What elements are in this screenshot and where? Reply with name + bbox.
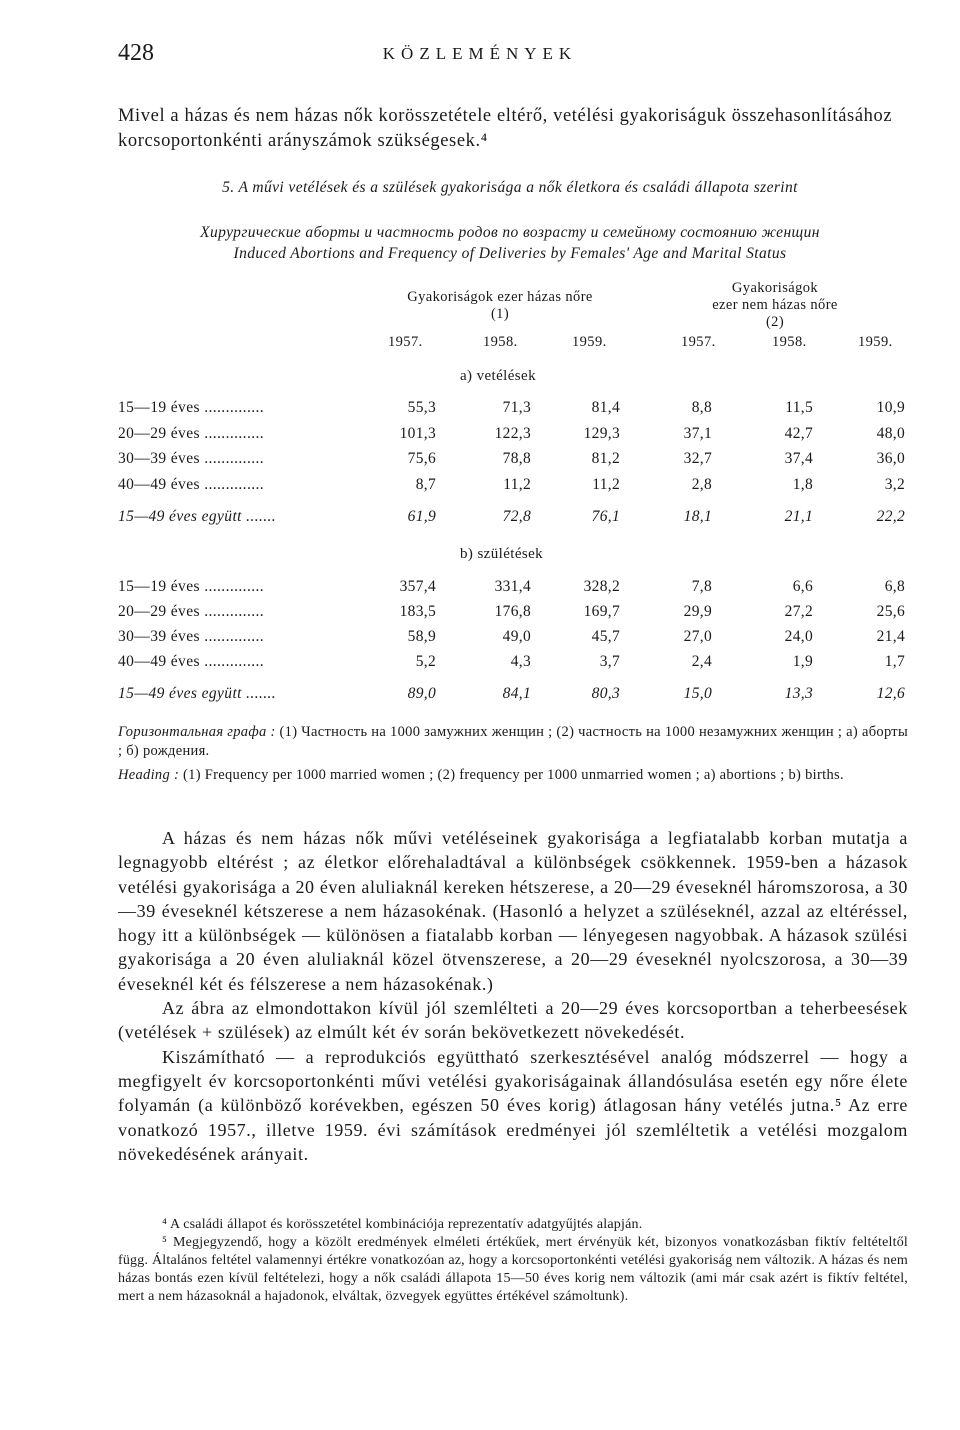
table-cell-total: 76,1 [591,508,620,525]
table-caption-english: Induced Abortions and Frequency of Deliveries by Females' Age and Marital Status [233,245,787,262]
column-group-unmarried-subtitle: ezer nem házas nőre [712,297,838,313]
row-label-total: 15—49 éves együtt ....... [118,508,277,525]
year-header: 1958. [483,334,518,350]
table-cell: 2,8 [691,476,712,493]
column-group-unmarried [640,280,910,331]
table-cell: 8,7 [415,476,436,493]
table-cell: 122,3 [494,425,531,442]
table-cell: 71,3 [502,399,531,416]
row-label: 30—39 éves .............. [118,628,265,645]
table-cell: 81,2 [591,450,620,467]
table-cell: 1,7 [884,653,905,670]
table-cell: 129,3 [583,425,620,442]
table-cell-total: 15,0 [683,685,712,702]
table-note-english [118,766,908,785]
column-group-unmarried-title: Gyakoriságok [731,280,819,296]
table-note-english-lead: Heading : [118,767,180,783]
table-cell: 11,5 [785,399,813,416]
table-cell: 37,1 [683,425,712,442]
table-cell: 25,6 [876,603,905,620]
table-note-russian-lead: Горизонтальная графа : [118,724,276,740]
table-cell-total: 21,1 [784,508,813,525]
table-cell: 4,3 [510,653,531,670]
year-header: 1959. [572,334,607,350]
table-cell: 176,8 [494,603,531,620]
table-cell: 10,9 [876,399,905,416]
table-cell: 49,0 [502,628,531,645]
table-cell: 78,8 [502,450,531,467]
table-cell-total: 18,1 [683,508,712,525]
table-note-english-text: (1) Frequency per 1000 married women ; (2) frequency per 1000 unmarried women ; a) abortions ; b) births. [179,767,844,783]
row-label: 15—19 éves .............. [118,399,265,416]
page-number: 428 [118,40,154,66]
footnote: ⁵ Megjegyzendő, hogy a közölt eredmények elméleti értékűek, mert érvényük két, bizonyos vonatkozásban fiktív feltételtől függ. Általános feltétel valamennyi értékre vonatkozóan az, hogy a korcsoportonkénti vetélési gyakoriság nem változik. A házas és nem házas bontás ezen kívül feltételezi, hogy a nők családi állapota 15—50 éves korig nem változik (ami már csak azért is fiktív feltétel, mert a nem házasoknál a hajadonok, elváltak, özvegyek együttes értékével számoltunk). [118,1235,908,1304]
footnote: ⁴ A családi állapot és korösszetétel kombinációja reprezentatív adatgyűjtés alapján. [162,1217,643,1232]
column-group-married-number: (1) [490,306,510,322]
table-cell: 7,8 [691,578,712,595]
table-cell: 11,2 [503,476,531,493]
table-cell: 48,0 [876,425,905,442]
row-label: 30—39 éves .............. [118,450,265,467]
table-cell: 42,7 [784,425,813,442]
table-cell: 331,4 [494,578,531,595]
table-cell-total: 61,9 [407,508,436,525]
table-cell: 5,2 [415,653,436,670]
table-note-russian-text: (1) Частность на 1000 замужних женщин ; (2) частность на 1000 незамужних женщин ; а) аборты ; б) рождения. [118,724,908,759]
table-cell: 101,3 [399,425,436,442]
table-cell: 11,2 [592,476,620,493]
body-text [118,826,908,1166]
table-cell-total: 22,2 [876,508,905,525]
table-cell: 81,4 [591,399,620,416]
table-cell: 37,4 [784,450,813,467]
table-cell-total: 80,3 [591,685,620,702]
table-cell: 32,7 [683,450,712,467]
table-cell: 6,6 [792,578,813,595]
table-cell: 75,6 [407,450,436,467]
table-cell: 3,7 [599,653,620,670]
table-caption-hungarian: 5. A művi vetélések és a szülések gyakorisága a nők életkora és családi állapota szerint [222,179,798,196]
table-cell: 27,0 [683,628,712,645]
section-title-abortions: a) vetélések [460,368,537,384]
table-cell: 1,8 [792,476,813,493]
table-cell: 58,9 [407,628,436,645]
table-cell: 55,3 [407,399,436,416]
column-group-married-title: Gyakoriságok ezer házas nőre [407,289,593,305]
body-paragraph: A házas és nem házas nők művi vetéléseinek gyakorisága a legfiatalabb korban mutatja a legnagyobb eltérést ; az életkor előrehaladtával a különbségek csökkennek. 1959-ben a házasok vetélési gyakorisága a 20 éven aluliaknál kereken hétszerese, a 20—29 éveseknél háromszorosa, a 30—39 éveseknél kétszerese a nem házasokénak. (Hasonló a helyzet a szüléseknél, azzal az eltéréssel, hogy itt a különbségek — különösen a fiatalabb korban — lényegesen nagyobbak. A házasok szülési gyakorisága a 20 éven aluliaknál közel ötvenszerese, a 20—29 éveseknél nyolcszorosa, a 30—39 éveseknél két és félszerese a nem házasokénak.) [118,828,908,994]
table-cell: 1,9 [792,653,813,670]
row-label-total: 15—49 éves együtt ....... [118,685,277,702]
table-cell: 3,2 [884,476,905,493]
table-cell: 8,8 [691,399,712,416]
body-paragraph: Az ábra az elmondottakon kívül jól szemlélteti a 20—29 éves korcsoportban a teherbeesések (vetélések + szülések) az elmúlt két év során bekövetkezett növekedését. [118,998,908,1043]
row-label: 15—19 éves .............. [118,578,265,595]
row-label: 20—29 éves .............. [118,425,265,442]
table-cell: 21,4 [876,628,905,645]
column-group-unmarried-number: (2) [765,314,785,330]
section-title-births: b) szülétések [460,546,544,562]
table-cell-total: 89,0 [407,685,436,702]
table-cell: 2,4 [691,653,712,670]
table-cell: 169,7 [583,603,620,620]
table-cell: 24,0 [784,628,813,645]
year-header: 1959. [858,334,893,350]
table-cell: 45,7 [591,628,620,645]
intro-paragraph: Mivel a házas és nem házas nők korösszetétele eltérő, vetélési gyakoriságuk összehasonlításához korcsoportonkénti arányszámok szükségesek.⁴ [118,106,893,151]
table-cell-total: 13,3 [784,685,813,702]
table-cell: 36,0 [876,450,905,467]
table-cell-total: 84,1 [502,685,531,702]
column-group-married [360,289,640,323]
body-paragraph: Kiszámítható — a reprodukciós együttható szerkesztésével analóg módszerrel — hogy a megfigyelt év korcsoportonkénti művi vetélési gyakoriságainak állandósulása esetén egy nőre élete folyamán (a különböző korévekben, egészen 50 éves korig) átlagosan hány vetélés jutna.⁵ Az erre vonatkozó 1957., illetve 1959. évi számítások eredményei jól szemléltetik a vetélési mozgalom növekedésének arányait. [118,1046,908,1164]
year-header: 1957. [681,334,716,350]
row-label: 20—29 éves .............. [118,603,265,620]
running-header: KÖZLEMÉNYEK [382,44,578,63]
row-label: 40—49 éves .............. [118,476,265,493]
table-cell: 328,2 [583,578,620,595]
table-cell-total: 12,6 [876,685,905,702]
table-cell: 183,5 [399,603,436,620]
table-cell: 357,4 [399,578,436,595]
table-cell-total: 72,8 [502,508,531,525]
row-label: 40—49 éves .............. [118,653,265,670]
year-header: 1957. [388,334,423,350]
footnotes [118,1216,908,1306]
table-caption-russian: Хирургические аборты и частность родов по возрасту и семейному состоянию женщин [200,224,820,241]
table-note-russian [118,723,908,761]
table-cell: 27,2 [784,603,813,620]
table-cell: 6,8 [884,578,905,595]
year-header: 1958. [772,334,807,350]
table-cell: 29,9 [683,603,712,620]
